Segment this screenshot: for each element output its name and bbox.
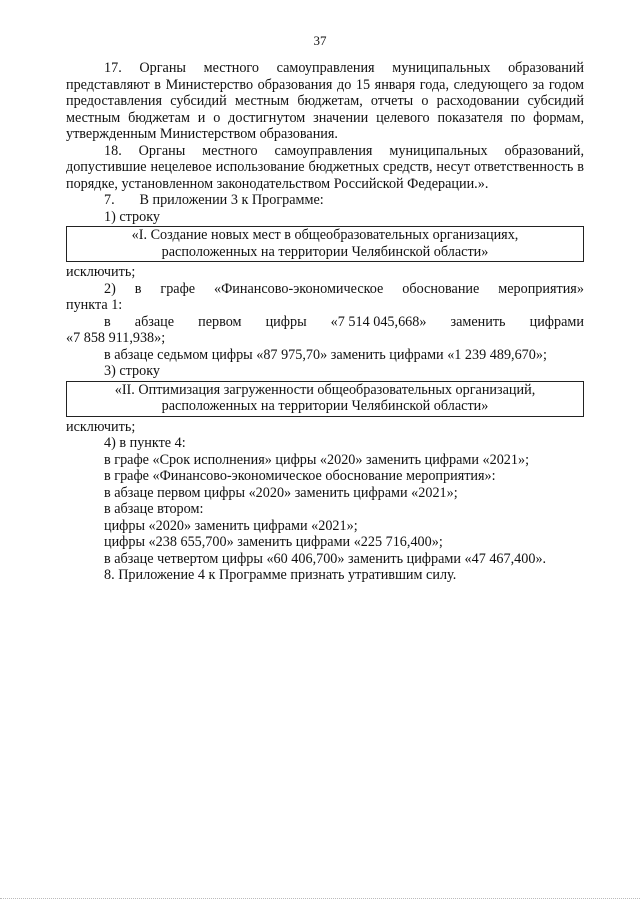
abzac-seventh: в абзаце седьмом цифры «87 975,70» заменить цифрами «1 239 489,670»; — [104, 346, 547, 363]
word: 2) — [104, 280, 116, 297]
page-number: 37 — [313, 33, 327, 48]
word: цифрами — [529, 313, 584, 330]
item-7-4-line: в графе «Финансово-экономическое обоснование мероприятия»: — [104, 468, 496, 484]
table-row-1 — [66, 226, 584, 262]
item-7-1: 1) строку — [104, 208, 161, 225]
word: «Финансово-экономическое — [214, 280, 384, 297]
abzac-first-continuation: «7 858 911,938»; — [66, 330, 166, 346]
word: обоснование — [402, 280, 480, 297]
item-7-4-line: в абзаце четвертом цифры «60 406,700» заменить цифрами «47 467,400». — [104, 550, 547, 567]
item-7-3: 3) строку — [104, 363, 161, 379]
word: графе — [160, 280, 196, 297]
item-7-4-line: цифры «2020» заменить цифрами «2021»; — [104, 517, 358, 534]
word: первом — [198, 313, 242, 330]
word: абзаце — [134, 313, 175, 330]
item-7-4-line: цифры «238 655,700» заменить цифрами «225 716,400»; — [104, 534, 443, 550]
table-row-2-line-1: «II. Оптимизация загруженности общеобразовательных организаций, — [114, 381, 536, 398]
word: заменить — [450, 313, 506, 330]
paragraph-17: 17. Органы местного самоуправления муниципальных образований представляют в Министерство образования до 15 января года, следующего за годом предоставления субсидий местным бюджетам, отчеты о расходовании субсидий местным бюджетам и о достигнутом значении целевого показателя по формам, утвержденным Министерством образования. — [66, 60, 584, 142]
paragraph-18: 18. Органы местного самоуправления муниципальных образований, допустившие нецелевое использование бюджетных средств, несут ответственность в порядке, установленном законодательством Российской Федерации.». — [66, 142, 584, 192]
exclude-1: исключить; — [66, 264, 136, 280]
abzac-first — [66, 314, 584, 331]
word: цифры — [265, 313, 307, 330]
table-row-2 — [66, 381, 584, 417]
document-body — [66, 60, 584, 584]
item-7-2 — [66, 281, 584, 298]
word: в — [104, 313, 111, 330]
item-8: 8. Приложение 4 к Программе признать утратившим силу. — [104, 567, 457, 583]
word: в — [134, 280, 142, 297]
word: мероприятия» — [498, 280, 584, 297]
item-7-2-continuation: пункта 1: — [66, 297, 123, 313]
item-7-4-line: в абзаце втором: — [104, 501, 204, 517]
item-7-4-line: в графе «Срок исполнения» цифры «2020» заменить цифрами «2021»; — [104, 451, 530, 468]
item-7: 7. В приложении 3 к Программе: — [104, 192, 324, 208]
item-7-4-line: в абзаце первом цифры «2020» заменить цифрами «2021»; — [104, 484, 458, 501]
table-row-1-line-1: «I. Создание новых мест в общеобразовательных организациях, — [131, 227, 519, 243]
scan-edge — [0, 898, 640, 899]
exclude-2: исключить; — [66, 418, 136, 435]
word: «7 514 045,668» — [330, 313, 427, 330]
item-7-4: 4) в пункте 4: — [104, 435, 186, 451]
table-row-2-line-2: расположенных на территории Челябинской области» — [161, 398, 489, 414]
table-row-1-line-2: расположенных на территории Челябинской области» — [161, 243, 489, 260]
